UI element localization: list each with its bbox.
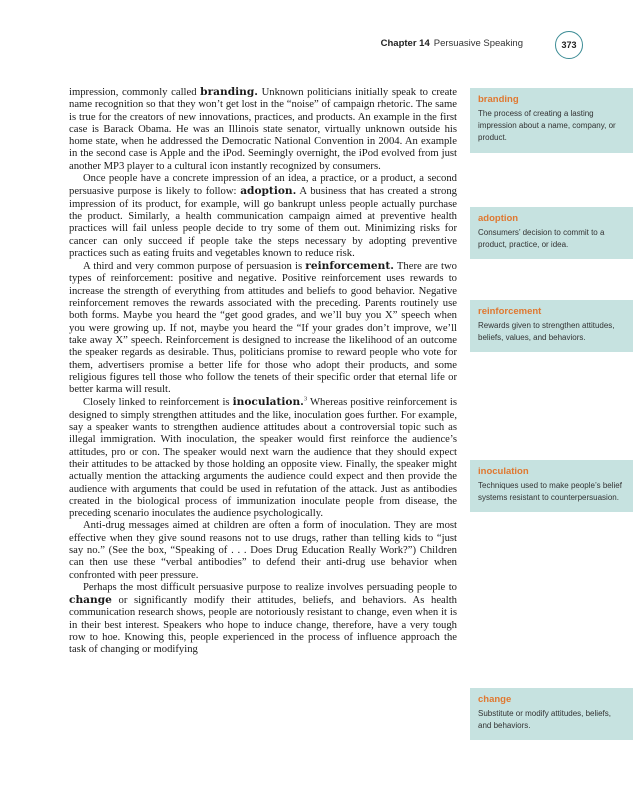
key-term-change: change — [69, 594, 112, 607]
glossary-definition: Consumers’ decision to commit to a product, practice, or idea. — [478, 228, 605, 250]
glossary-term: branding — [478, 94, 519, 105]
paragraph-anti-drug: Anti-drug messages aimed at children are often a form of inoculation. They are most effective when they give sound reasons not to use drugs, rather than telling kids to “just say no.” (See the box, “Speaking of . . . Does Drug Education Really Work?”) Children can then use these “verbal antibodies” to defend their anti-drug use behavior when confronted with peer pressure. — [69, 520, 457, 581]
key-term-adoption: adoption. — [240, 185, 297, 198]
glossary-definition: Rewards given to strengthen attitudes, beliefs, values, and behaviors. — [478, 321, 615, 343]
glossary-box-branding — [470, 88, 633, 153]
paragraph-branding: impression, commonly called branding. Unknown politicians initially speak to create name recognition so that they won’t get lost in the “noise” of campaign rhetoric. The same is true for the creators of new innovations, practices, and products. An example in the first case is Barack Obama. He was an Illinois state senator, virtually unknown outside his home state, when he addressed the Democratic National Convention in 2004. An example in the second case is Apple and the iPod. Seemingly overnight, the iPod evolved from just another MP3 player to a cultural icon instantly recognized by consumers. — [69, 86, 457, 172]
page-number: 373 — [555, 31, 583, 59]
glossary-term: change — [478, 694, 512, 705]
glossary-box-reinforcement — [470, 300, 633, 352]
paragraph-adoption: Once people have a concrete impression of an idea, a practice, or a product, a second persuasive purpose is likely to follow: adoption. A business that has created a strong impression of its product, for example, will go bankrupt unless people actually purchase the product. Similarly, a health communication campaign aimed at preventive health practices will fail unless people decide to try some of them out. Minimizing risks for cancer can only succeed if people take the steps necessary by adopting preventive practices such as eating fruits and vegetables known to reduce risk. — [69, 173, 458, 259]
body-text — [69, 86, 457, 657]
footnote-ref: 3 — [303, 395, 308, 403]
glossary-definition: Techniques used to make people’s belief systems resistant to counterpersuasion. — [478, 481, 622, 503]
paragraph-reinforcement: A third and very common purpose of persuasion is reinforcement. There are two types of reinforcement: positive and negative. Positive reinforcement uses rewards to increase the strength of everything from attitudes and beliefs to good behavior. Negative reinforcement removes the rewards associated with the preceding. Parents routinely use both forms. Maybe you heard the “get good grades, and we’ll buy you X” speech when you were growing up. If not, maybe you heard the “If your grades don’t improve, we’ll take away X” speech. Reinforcement is designed to increase the likelihood of an outcome the speaker regards as desirable. Thus, politicians promise to reward people who vote for them, advertisers promise a better life for those who adopt their products, and some religious figures tell those who follow the tenets of their specific order that eternal life or better karma will result. — [69, 260, 457, 396]
key-term-inoculation: inoculation. — [232, 396, 304, 409]
glossary-term: adoption — [478, 213, 519, 224]
key-term-reinforcement: reinforcement. — [305, 260, 394, 273]
key-term-branding: branding. — [200, 86, 258, 98]
paragraph-change: Perhaps the most difficult persuasive purpose to realize involves persuading people to change or significantly modify their attitudes, beliefs, and behaviors. As health communication research shows, people are notoriously resistant to change, even when it is in their best interest. Speakers who hope to induce change, therefore, have a very tough row to hoe. Knowing this, people experienced in the process of influence approach the task of changing or modifying — [69, 581, 457, 656]
glossary-term: reinforcement — [478, 306, 542, 317]
glossary-definition: The process of creating a lasting impression about a name, company, or product. — [478, 109, 616, 143]
chapter-title: Persuasive Speaking — [433, 38, 523, 49]
glossary-term: inoculation — [478, 466, 529, 477]
running-header — [381, 38, 523, 49]
glossary-definition: Substitute or modify attitudes, beliefs, and behaviors. — [478, 709, 611, 731]
glossary-box-change — [470, 688, 633, 740]
glossary-box-inoculation — [470, 460, 633, 512]
paragraph-inoculation: Closely linked to reinforcement is inoculation.$^3$ Whereas positive reinforcement is designed to simply strengthen attitudes and the like, inoculation goes further. For example, say a speaker wants to strengthen audience attitudes about a controversial topic such as illegal immigration. With inoculation, the speaker would first reinforce the audience’s attitudes, pro or con. The speaker would next warn the audience that they should expect their attitudes to be attacked by those holding an opposite view. Finally, the speaker might actually mention the attacking arguments the audience could expect and then provide the audience with arguments that could be used in refutation of the attack. Just as antibodies created in the biological process of immunization inoculate people from disease, the preceding scenario inoculates the audience psychologically. — [69, 395, 457, 520]
chapter-label: Chapter 14 — [380, 38, 430, 49]
glossary-box-adoption — [470, 207, 633, 259]
